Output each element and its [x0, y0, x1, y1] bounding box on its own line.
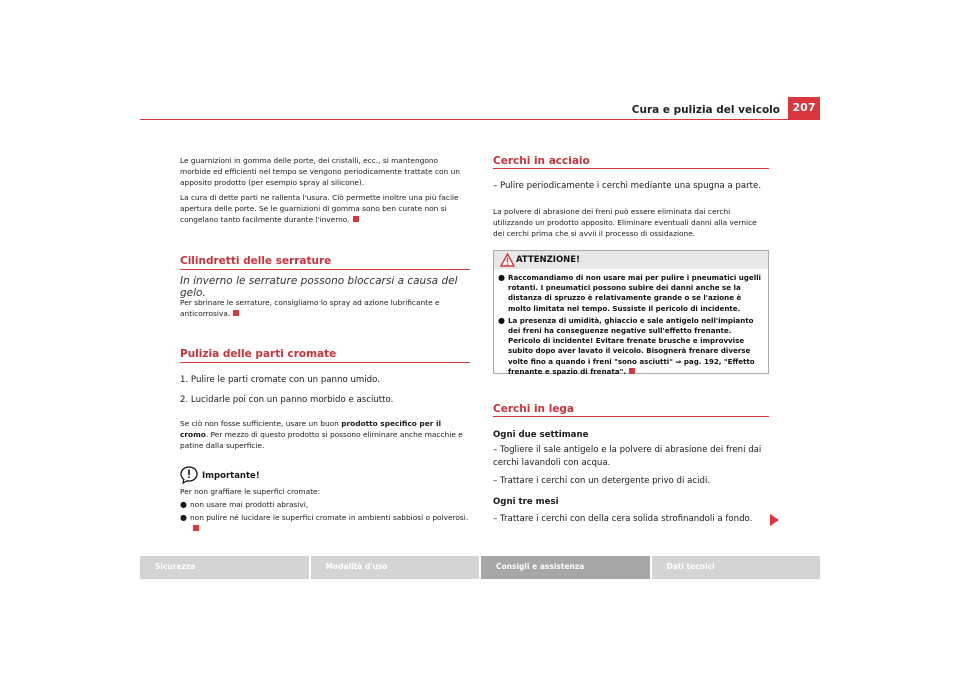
label-every-two-weeks: Ogni due settimane: [493, 430, 589, 440]
steel-note: La polvere di abrasione dei freni può essere eliminata dai cerchi utilizzando un prodotto apposito. Eliminare eventuali danni alla vernice dei cerchi prima che si avvii il processo di ossidazione.: [493, 207, 757, 239]
page-number: 207: [788, 97, 820, 119]
tab-dati-tecnici[interactable]: Dati tecnici: [652, 556, 821, 579]
chrome-step-1: 1. Pulire le parti cromate con un panno umido.: [180, 375, 380, 385]
footer-nav: [140, 556, 820, 579]
label-every-three-months: Ogni tre mesi: [493, 497, 559, 507]
important-exclamation-icon: [180, 466, 198, 484]
important-title: Importante!: [202, 471, 260, 481]
warning-triangle-icon: [500, 253, 515, 267]
important-header: [180, 466, 380, 484]
end-marker-icon: [353, 216, 359, 222]
intro-paragraph-1: Le guarnizioni in gomma delle porte, dei cristalli, ecc., si mantengono morbide ed efficienti nel tempo se vengono periodicamente trattate con un apposito prodotto (per esempio spray al silicone).: [180, 156, 460, 188]
chapter-title: Cura e pulizia del veicolo: [631, 104, 780, 116]
chrome-note: Se ciò non fosse sufficiente, usare un buon prodotto specifico per il cromo. Per mezzo di questo prodotto si possono eliminare anche macchie e patine dalla superficie.: [180, 419, 463, 451]
warning-cross-reference[interactable]: ⇒ pag. 192, "Effetto frenante e spazio di frenata".: [508, 356, 755, 376]
section-rule: [180, 269, 470, 270]
important-intro: Per non graffiare le superfici cromate:: [180, 487, 321, 496]
alloy-step-3: – Trattare i cerchi con della cera solida strofinandoli a fondo.: [493, 514, 753, 524]
section-rule: [493, 168, 769, 169]
warning-body: [498, 273, 766, 377]
warning-bullet-1: ● Raccomandiamo di non usare mai per pulire i pneumatici ugelli rotanti. I pneumatici possono subire dei danni anche se la distanza di spruzzo è relativamente grande o se l'azione è molto limitata nel tempo. Sussiste il pericolo di incidente.: [498, 273, 761, 313]
warning-box: [493, 250, 769, 374]
section-heading-chrome: Pulizia delle parti cromate: [180, 348, 337, 360]
bullet-icon: ●: [498, 315, 505, 325]
important-bullet-2: ● non pulire né lucidare le superfici cromate in ambienti sabbiosi o polverosi.: [180, 512, 470, 534]
tab-modalita-duso[interactable]: Modalità d'uso: [311, 556, 480, 579]
warning-bullet-2: ● La presenza di umidità, ghiaccio e sale antigelo nell'impianto dei freni ha conseguenze negative sull'effetto frenante. Pericolo di incidente! Evitare frenate brusche e improvvise subito dopo aver lavato il veicolo. Bisognerà frenare diverse volte fino a quando i freni "sono asciutti" ⇒ pag. 192, "Effetto frenante e spazio di frenata".: [498, 315, 755, 376]
chrome-step-2: 2. Lucidarle poi con un panno morbido e asciutto.: [180, 395, 394, 405]
end-marker-icon: [193, 525, 199, 531]
steel-step: – Pulire periodicamente i cerchi mediante una spugna a parte.: [493, 181, 762, 191]
cylinders-text: Per sbrinare le serrature, consigliamo lo spray ad azione lubrificante e anticorrosiva.: [180, 298, 440, 319]
warning-header: [494, 251, 768, 269]
header-rule: [140, 119, 820, 120]
tab-sicurezza[interactable]: Sicurezza: [140, 556, 309, 579]
bullet-icon: ●: [180, 500, 187, 509]
section-heading-steel-rims: Cerchi in acciaio: [493, 155, 590, 167]
section-subtitle-cylinders: In inverno le serrature possono bloccarsi a causa del gelo.: [180, 275, 458, 299]
section-rule: [493, 416, 769, 417]
section-heading-alloy-rims: Cerchi in lega: [493, 403, 575, 415]
end-marker-icon: [629, 368, 635, 374]
bullet-icon: ●: [498, 273, 505, 282]
section-heading-cylinders: Cilindretti delle serrature: [180, 255, 332, 267]
bullet-icon: ●: [180, 513, 187, 522]
end-marker-icon: [233, 310, 239, 316]
warning-title: ATTENZIONE!: [516, 255, 580, 265]
tab-consigli-e-assistenza[interactable]: Consigli e assistenza: [481, 556, 650, 579]
alloy-step-1: – Togliere il sale antigelo e la polvere di abrasione dei freni dai cerchi lavandoli con acqua.: [493, 445, 762, 468]
section-rule: [180, 362, 470, 363]
intro-paragraph-2: La cura di dette parti ne rallenta l'usura. Ciò permette inoltre una più facile apertura delle porte. Se le guarnizioni di gomma sono ben curate non si congelano tanto facilmente durante l'inverno.: [180, 193, 459, 225]
next-page-arrow-icon[interactable]: [770, 514, 779, 526]
important-bullet-1: ● non usare mai prodotti abrasivi,: [180, 500, 309, 509]
alloy-step-2: – Trattare i cerchi con un detergente privo di acidi.: [493, 476, 711, 486]
